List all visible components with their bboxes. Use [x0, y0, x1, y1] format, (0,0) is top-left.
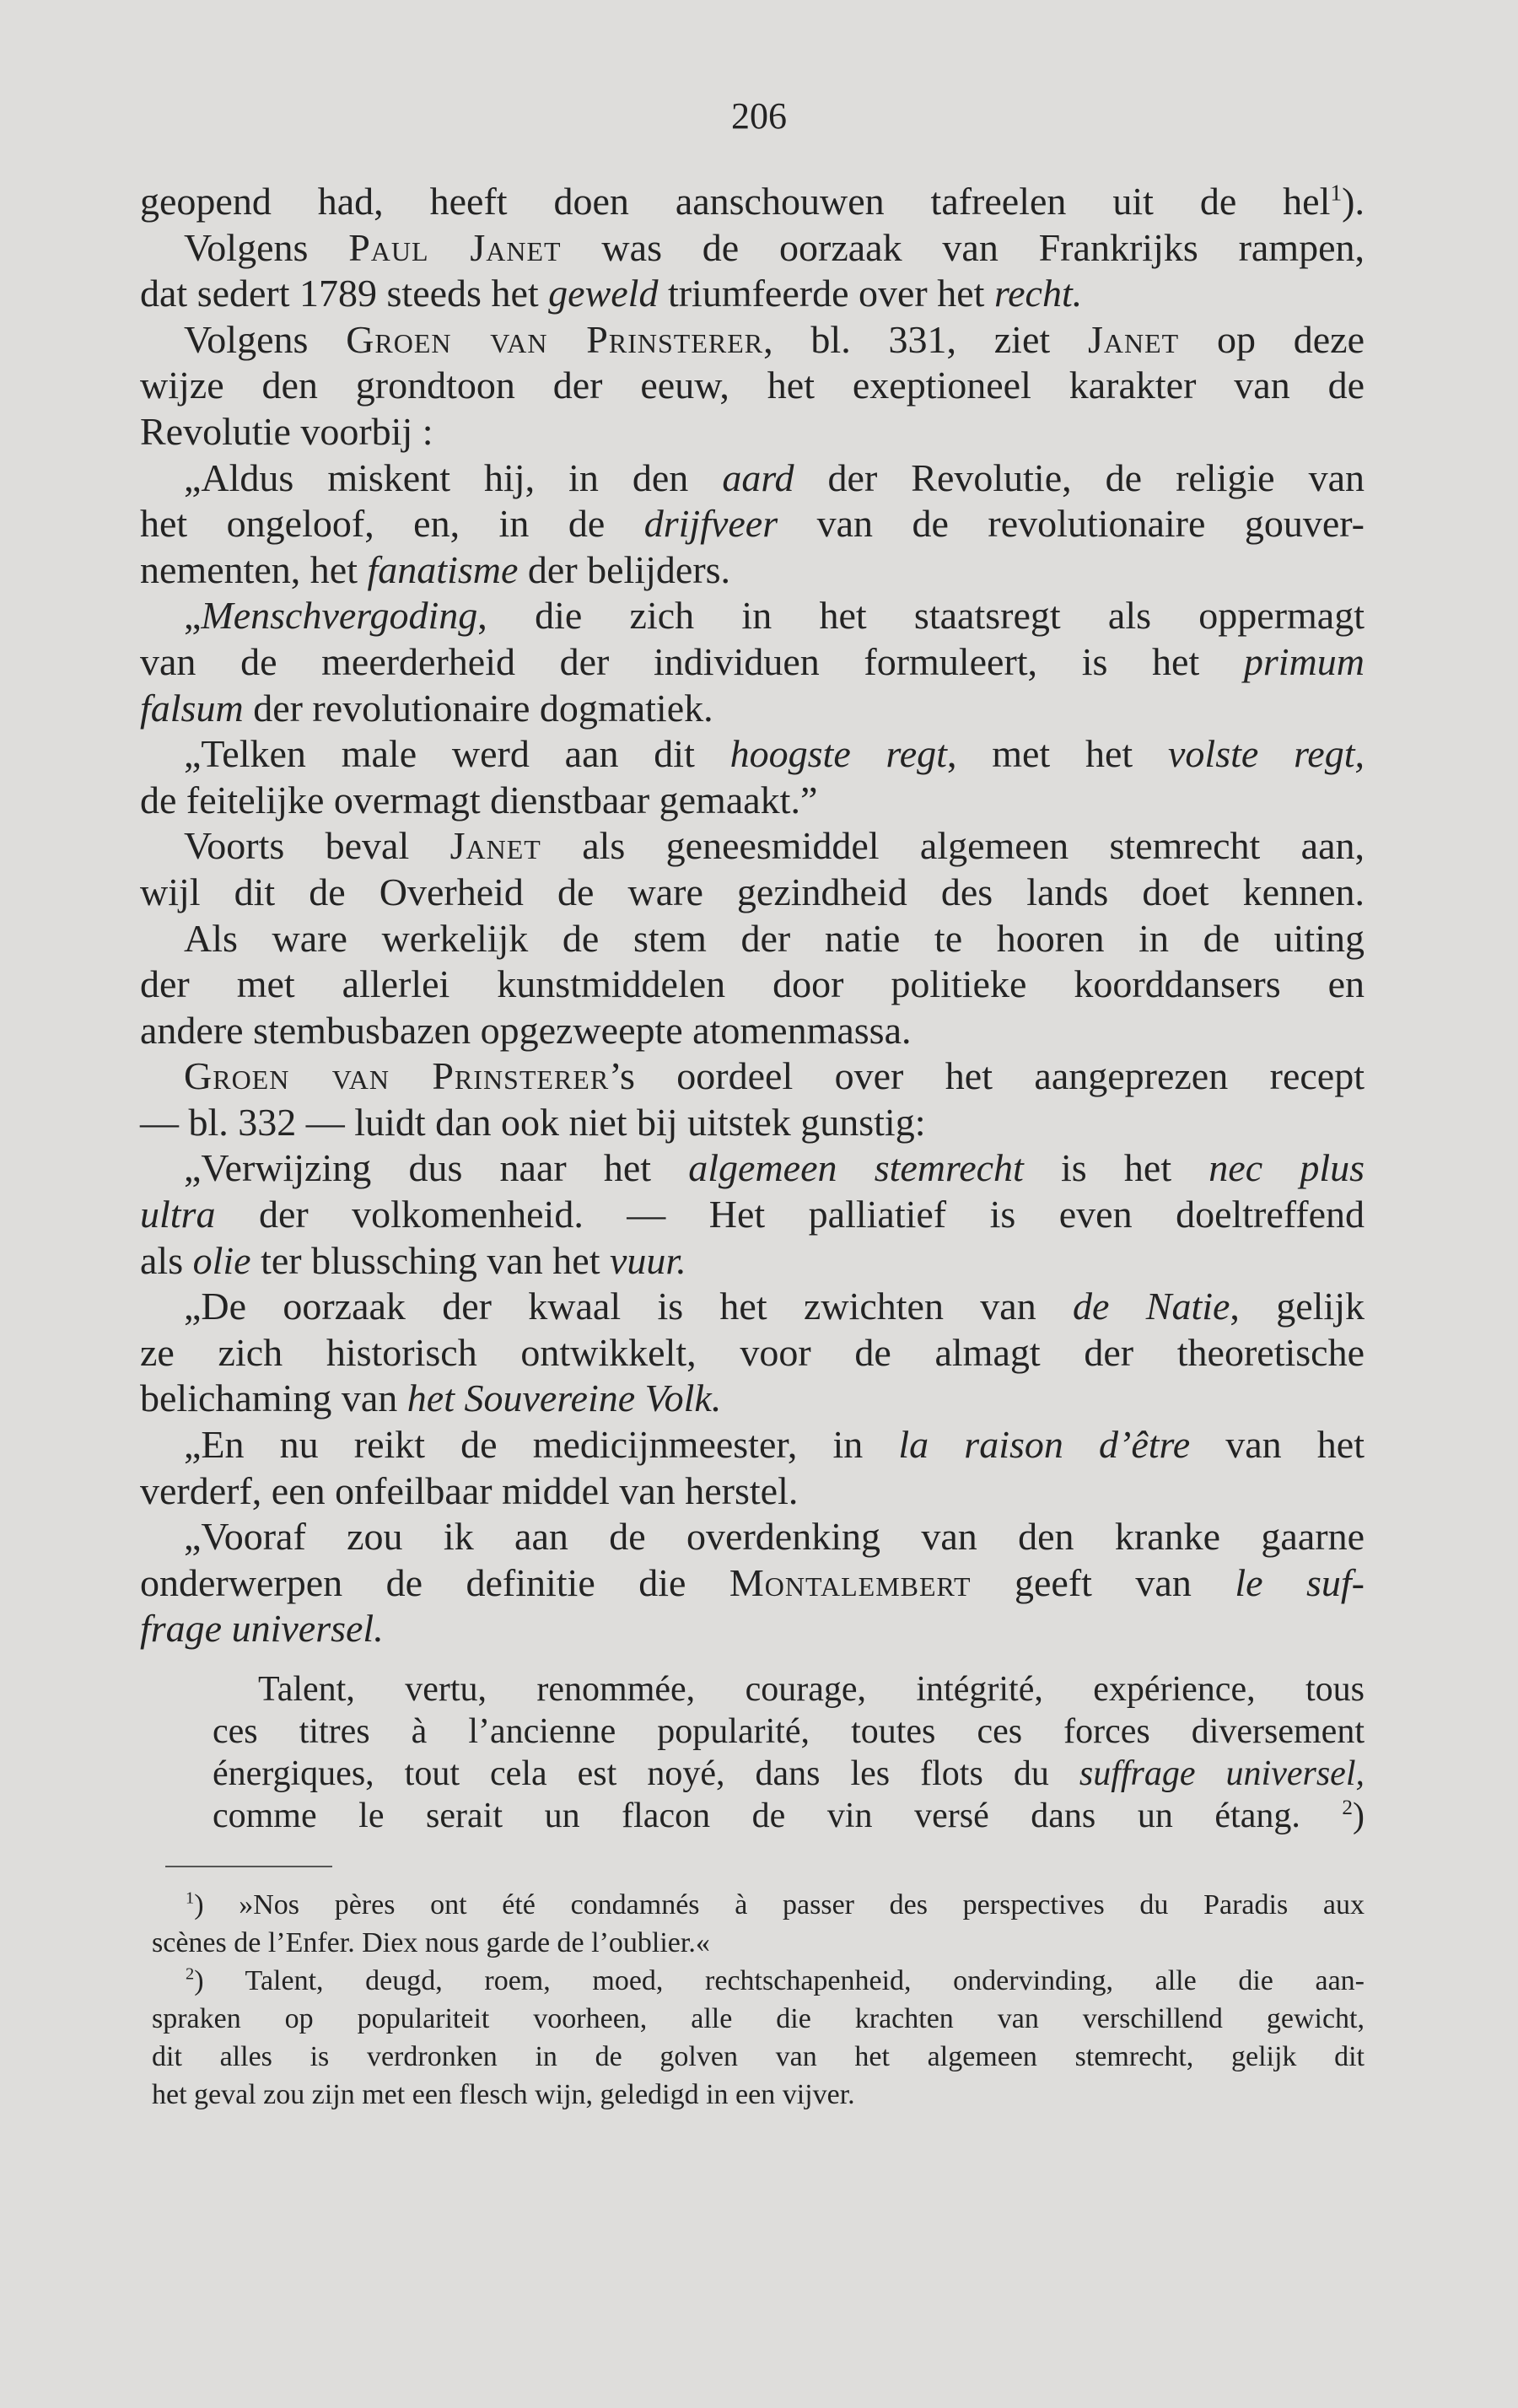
text-line: [140, 1053, 1365, 1100]
text-line: [140, 179, 1365, 225]
text-span: , met het: [946, 732, 1168, 776]
text-span: „En nu reikt de medicijnmeester, in: [184, 1423, 899, 1467]
author-name: Janet: [449, 824, 541, 868]
italic-term: drijfveer: [643, 502, 778, 546]
italic-term: aard: [722, 455, 794, 499]
footnote-line: scènes de l’Enfer. Diex nous garde de l’oublier.«: [152, 1927, 710, 1958]
italic-term: het Souvereine Volk.: [406, 1376, 722, 1420]
french-quotation: [213, 1668, 1365, 1837]
quote-line: Talent, vertu, renommée, courage, intégrité, expérience, tous: [258, 1670, 1365, 1709]
italic-term: de Natie: [1073, 1285, 1230, 1328]
text-line: [140, 823, 1365, 870]
text-span: , die zich in het staatsregt als oppermagt: [477, 594, 1365, 638]
text-line: [140, 501, 1365, 547]
text-line: „Vooraf zou ik aan de overdenking van den kranke gaarne: [184, 1515, 1365, 1559]
text-line: [140, 1376, 1365, 1422]
text-span: der Revolutie, de religie van: [794, 455, 1365, 499]
text-span: is het: [1023, 1146, 1209, 1190]
text-line: wijze den grondtoon der eeuw, het exeptioneel karakter van de: [140, 364, 1365, 407]
text-span: comme le serait un flacon de vin versé dans un étang.: [213, 1797, 1343, 1835]
text-line: [140, 271, 1365, 317]
footnote-marker: 2: [186, 1964, 195, 1984]
text-line: [140, 455, 1365, 502]
italic-term: falsum: [140, 686, 244, 730]
text-span: van het: [1190, 1423, 1365, 1467]
text-line: [140, 593, 1365, 639]
text-span: van de meerderheid der individuen formuleert, is het: [140, 639, 1244, 683]
author-name: Janet: [1087, 317, 1180, 361]
text-span: ): [1353, 1797, 1365, 1835]
text-span: Volgens: [184, 225, 349, 269]
text-line: [140, 1145, 1365, 1192]
text-line: [140, 639, 1365, 686]
footnote-divider: [165, 1866, 332, 1867]
text-span: het ongeloof, en, in de: [140, 502, 644, 546]
text-line: [140, 1422, 1365, 1468]
text-span: ter blussching van het: [250, 1238, 611, 1282]
italic-term: suffrage universel,: [1079, 1754, 1365, 1793]
text-span: geopend had, heeft doen aanschouwen tafreelen uit de hel: [140, 180, 1331, 223]
italic-term: Menschvergoding: [201, 594, 478, 638]
text-span: dat sedert 1789 steeds het: [140, 272, 549, 315]
footnote-ref: 1: [1330, 179, 1343, 206]
text-span: belichaming van: [140, 1376, 407, 1420]
footnotes: [152, 1886, 1365, 2114]
main-text: [140, 179, 1365, 1652]
text-span: Voorts beval: [184, 824, 450, 868]
footnote-marker: 1: [186, 1888, 195, 1908]
text-line: Als ware werkelijk de stem der natie te hooren in de uiting: [184, 916, 1365, 960]
text-span: der belijders.: [518, 547, 731, 591]
text-line: [140, 731, 1365, 778]
text-span: ) »Nos pères ont été condamnés à passer des perspectives du Paradis aux: [194, 1889, 1365, 1920]
text-span: „: [184, 594, 202, 638]
text-span: geeft van: [971, 1560, 1235, 1604]
text-span: der volkomenheid. — Het palliatief is even doeltreffend: [215, 1193, 1365, 1236]
text-span: , gelijk: [1230, 1285, 1365, 1328]
text-line: [140, 225, 1365, 272]
footnote-ref: 2: [1342, 1797, 1353, 1819]
italic-term: recht.: [993, 272, 1083, 315]
italic-term: frage universel.: [140, 1607, 384, 1651]
footnote-line: het geval zou zijn met een flesch wijn, geledigd in een vijver.: [152, 2079, 855, 2110]
quote-line: ces titres à l’ancienne popularité, toutes ces forces diversement: [213, 1712, 1365, 1751]
italic-term: hoogste regt: [729, 732, 947, 776]
italic-term: nec plus: [1208, 1146, 1365, 1190]
text-line: ze zich historisch ontwikkelt, voor de almagt der theoretische: [140, 1330, 1365, 1374]
author-name: Groen van Prinsterer: [184, 1054, 610, 1098]
footnote-line: [152, 1962, 1365, 2000]
text-line: Revolutie voorbij :: [140, 409, 433, 453]
text-line: [140, 547, 1365, 594]
text-line: [140, 1192, 1365, 1238]
text-span: „De oorzaak der kwaal is het zwichten van: [184, 1285, 1074, 1328]
author-name: Groen van Prinsterer: [346, 317, 764, 361]
italic-term: ultra: [140, 1193, 216, 1236]
text-span: nementen, het: [140, 547, 368, 591]
text-line: [140, 317, 1365, 364]
text-line: wijl dit de Overheid de ware gezindheid des lands doet kennen.: [140, 870, 1365, 913]
text-span: ).: [1342, 180, 1365, 223]
text-span: „Telken male werd aan dit: [184, 732, 730, 776]
footnote-line: spraken op populariteit voorheen, alle die krachten van verschillend gewicht,: [152, 2003, 1365, 2034]
footnote-line: dit alles is verdronken in de golven van het algemeen stemrecht, gelijk dit: [152, 2041, 1365, 2072]
italic-term: primum: [1243, 639, 1365, 683]
italic-term: fanatisme: [367, 547, 519, 591]
text-span: als: [140, 1238, 193, 1282]
italic-term: olie: [192, 1238, 251, 1282]
text-line: [140, 1606, 1365, 1652]
page-number: 206: [731, 95, 787, 137]
text-line: [140, 686, 1365, 732]
text-span: van de revolutionaire gouver-: [778, 502, 1365, 546]
italic-term: geweld: [548, 272, 659, 315]
text-span: Volgens: [184, 317, 347, 361]
text-span: was de oorzaak van Frankrijks rampen,: [561, 225, 1365, 269]
author-name: Paul Janet: [348, 225, 562, 269]
text-line: verderf, een onfeilbaar middel van herstel.: [140, 1468, 799, 1512]
text-line: der met allerlei kunstmiddelen door politieke koorddansers en: [140, 962, 1365, 1006]
text-span: , bl. 331, ziet: [763, 317, 1088, 361]
footnote-line: [152, 1886, 1365, 1924]
author-name: Montalembert: [729, 1560, 972, 1604]
text-span: onderwerpen de definitie die: [140, 1560, 729, 1604]
italic-term: la raison d’être: [898, 1423, 1191, 1467]
text-line: andere stembusbazen opgezweepte atomenmassa.: [140, 1008, 912, 1052]
text-line: [140, 1284, 1365, 1330]
text-span: op deze: [1179, 317, 1365, 361]
text-span: „Aldus miskent hij, in den: [184, 455, 723, 499]
text-span: der revolutionaire dogmatiek.: [243, 686, 713, 730]
text-span: ’s oordeel over het aangeprezen recept: [609, 1054, 1365, 1098]
text-span: ) Talent, deugd, roem, moed, rechtschapenheid, ondervinding, alle die aan-: [194, 1965, 1365, 1996]
text-span: als geneesmiddel algemeen stemrecht aan,: [541, 824, 1365, 868]
italic-term: algemeen stemrecht: [688, 1146, 1024, 1190]
text-line: [140, 1238, 1365, 1285]
italic-term: vuur.: [610, 1238, 686, 1282]
text-line: — bl. 332 — luidt dan ook niet bij uitstek gunstig:: [140, 1100, 926, 1144]
text-span: énergiques, tout cela est noyé, dans les flots du: [213, 1754, 1079, 1793]
text-line: de feitelijke overmagt dienstbaar gemaakt.”: [140, 778, 818, 822]
text-span: „Verwijzing dus naar het: [184, 1146, 689, 1190]
italic-term: le suf-: [1235, 1560, 1365, 1604]
italic-term: volste regt,: [1168, 732, 1365, 776]
quote-line: [213, 1795, 1365, 1837]
text-span: triumfeerde over het: [658, 272, 994, 315]
quote-line: [213, 1753, 1365, 1795]
text-line: [140, 1560, 1365, 1607]
